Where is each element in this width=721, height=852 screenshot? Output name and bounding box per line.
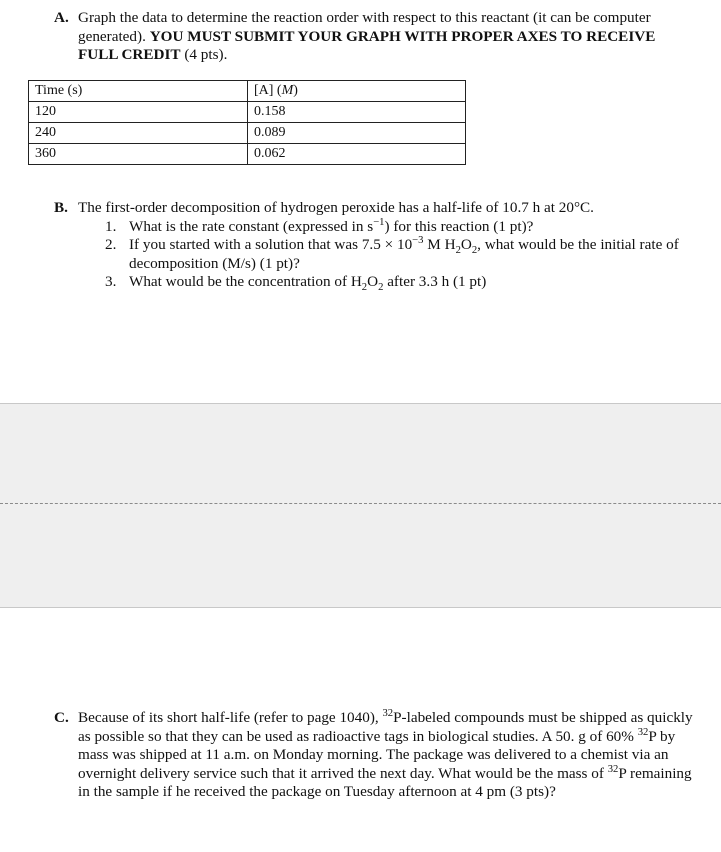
subquestion-number: 2. <box>105 236 117 253</box>
subquestion-text: If you started with a solution that was 7.5 × 10 <box>129 236 413 253</box>
question-c-text-part: P remaining in the sample if he received the package on Tuesday afternoon at 4 pm (3 pts)? <box>78 764 692 800</box>
table-header-conc-unit: M <box>281 83 294 98</box>
isotope-superscript: 32 <box>607 763 619 775</box>
question-a-emphasis: YOU MUST SUBMIT YOUR GRAPH WITH PROPER AXES TO RECEIVE FULL CREDIT <box>78 27 656 63</box>
subquestion-number: 1. <box>105 217 117 235</box>
page-break-dashed-line <box>0 503 721 504</box>
question-a-text <box>78 9 694 65</box>
question-c-text-part: P-labeled compounds must be shipped as quickly as possible so that they can be used as radioactive tags in biological studies. A 50. g of 60% <box>78 709 693 745</box>
subscript: 2 <box>455 245 461 257</box>
question-c-text-part: Because of its short half-life (refer to page 1040), <box>78 709 383 726</box>
table-row <box>29 123 466 144</box>
table-cell-time: 240 <box>29 123 248 144</box>
table-row <box>29 102 466 123</box>
superscript: −1 <box>373 216 385 228</box>
table-header-conc-prefix: [A] ( <box>254 83 282 98</box>
table-header-row <box>29 81 466 102</box>
table-cell-concentration: 0.089 <box>248 123 466 144</box>
question-b <box>54 199 694 292</box>
question-b-letter: B. <box>54 199 68 216</box>
question-a-points: (4 pts). <box>180 46 228 63</box>
question-c-letter: C. <box>54 709 69 726</box>
question-c-text <box>78 709 694 802</box>
subscript: 2 <box>471 245 478 257</box>
question-c-text-part: P by mass was shipped at 11 a.m. on Monday morning. The package was delivered to a chemist via an overnight delivery service such that it arrived the next day. What would be the mass of <box>78 727 676 782</box>
subquestion-text: What would be the concentration of H <box>129 273 362 290</box>
subquestion-text: What is the rate constant (expressed in s <box>129 217 374 235</box>
table-cell-time: 360 <box>29 144 248 165</box>
table-header-concentration <box>248 81 466 102</box>
question-b-intro: The first-order decomposition of hydrogen peroxide has a half-life of 10.7 h at 20°C. <box>78 199 594 216</box>
subquestion-text: after 3.3 h (1 pt) <box>383 273 487 290</box>
table-row <box>29 144 466 165</box>
subquestion-text: ) for this reaction (1 pt)? <box>384 217 534 235</box>
question-a-letter: A. <box>54 9 69 26</box>
question-b-subquestions <box>54 218 694 292</box>
subquestion-text: , what would be the initial rate of decomposition (M/s) (1 pt)? <box>129 236 679 272</box>
subscript: 2 <box>361 282 368 294</box>
table-header-time: Time (s) <box>29 81 248 102</box>
subquestion-3 <box>54 273 694 292</box>
subquestion-text: O <box>367 273 379 290</box>
table-cell-time: 120 <box>29 102 248 123</box>
superscript: −3 <box>412 234 424 246</box>
subquestion-text: O <box>460 236 472 253</box>
isotope-superscript: 32 <box>382 707 394 719</box>
isotope-superscript: 32 <box>637 726 649 738</box>
subquestion-1 <box>54 218 694 237</box>
subquestion-text: M H <box>423 236 456 253</box>
subquestion-2 <box>54 236 694 273</box>
question-a-prompt: Graph the data to determine the reaction order with respect to this reactant (it can be computer generated). <box>78 9 651 45</box>
data-table <box>28 80 466 165</box>
table-cell-concentration: 0.062 <box>248 144 466 165</box>
table-cell-concentration: 0.158 <box>248 102 466 123</box>
question-a <box>54 9 694 65</box>
page-break-gap <box>0 403 721 608</box>
question-c <box>54 709 694 802</box>
subscript: 2 <box>378 282 384 294</box>
subquestion-number: 3. <box>105 273 117 290</box>
table-header-conc-suffix: ) <box>293 83 298 98</box>
